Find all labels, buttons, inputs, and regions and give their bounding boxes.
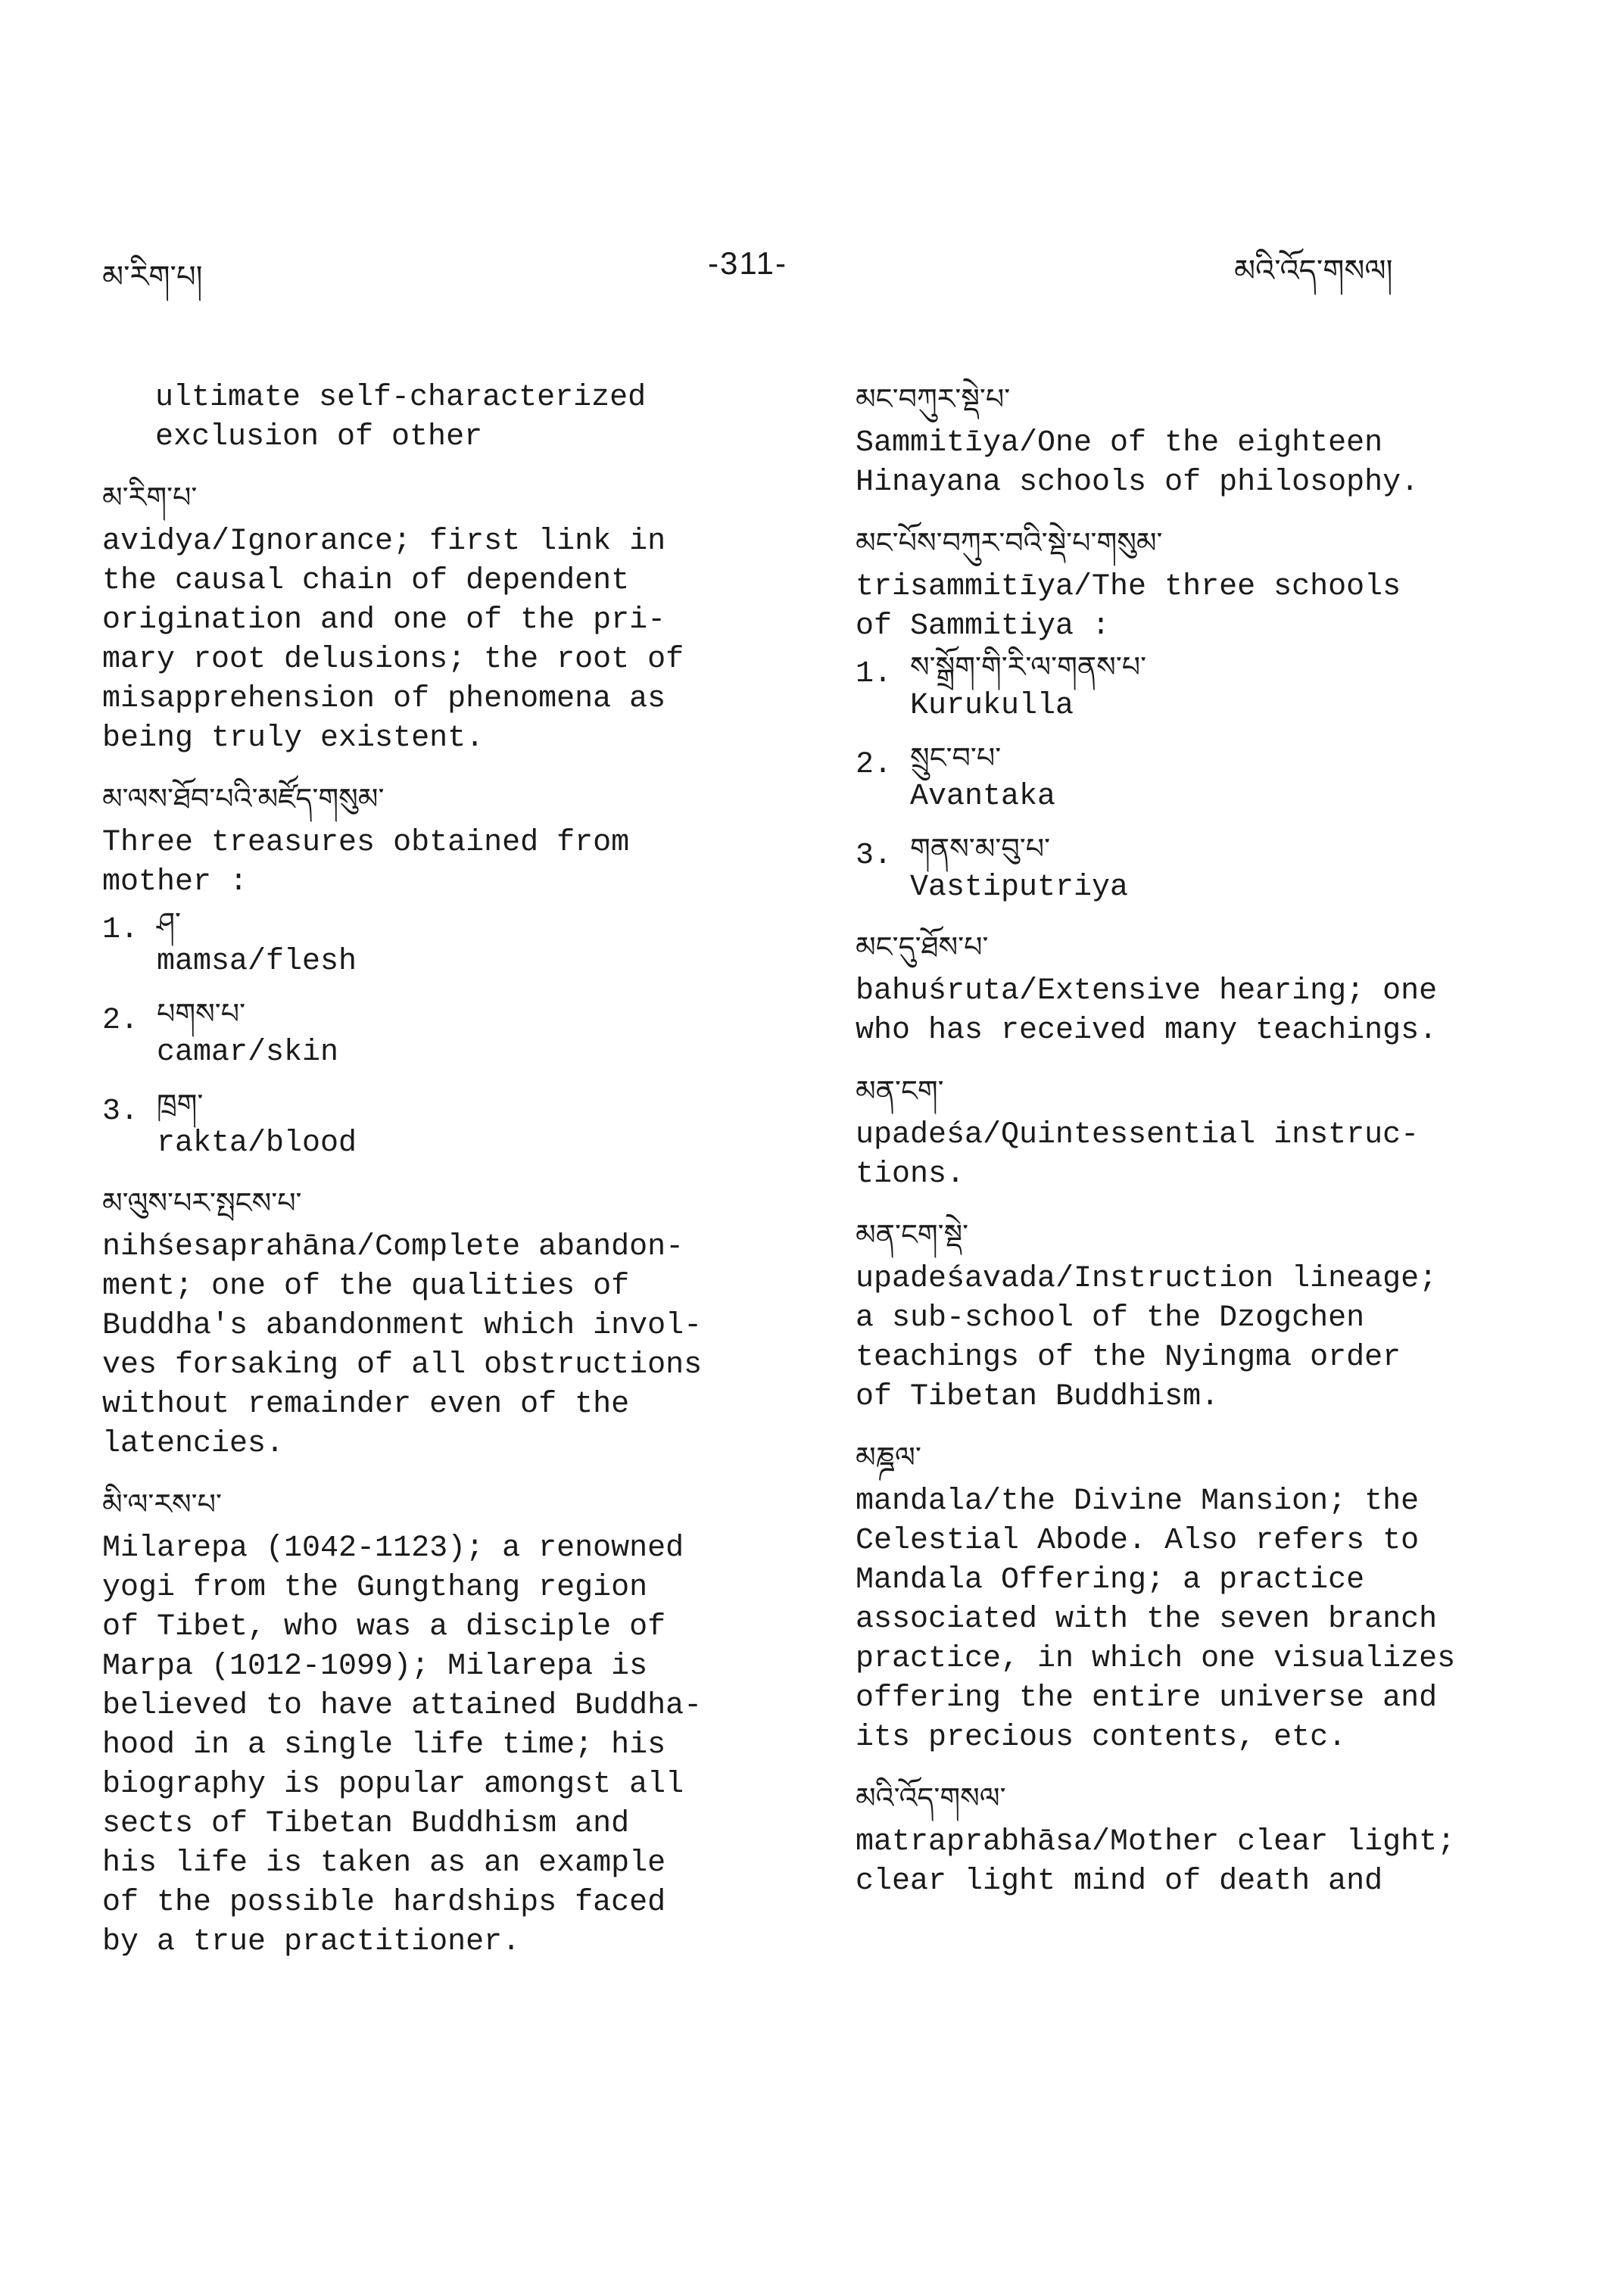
tibetan-term: སྲུང་བ་པ་: [910, 741, 1002, 774]
tibetan-term: ཤ་: [157, 906, 181, 939]
tibetan-term: མང་བཀུར་སྡེ་པ་: [856, 382, 1011, 416]
glossary-entry-upadesa: [856, 1070, 1522, 1195]
tibetan-term: མ་རིག་པ་: [102, 481, 198, 514]
tibetan-term: མན་ངག་སྡེ་: [856, 1218, 969, 1251]
list-number: 3.: [102, 1095, 139, 1129]
definition-text: trisammitīya/The three schools of Sammitiya :: [856, 570, 1401, 643]
tibetan-term: མའི་འོད་གསལ་: [856, 1781, 1006, 1815]
glossary-entry-trisammitiya: [856, 522, 1522, 907]
definition-text: matraprabhāsa/Mother clear light; clear light mind of death and: [856, 1825, 1456, 1899]
tibetan-term: གནས་མ་བུ་པ་: [910, 832, 1051, 865]
list-number: 2.: [856, 748, 893, 782]
definition-text: upadeśavada/Instruction lineage; a sub-school of the Dzogchen teachings of the Nyingma order of Tibetan Buddhism.: [856, 1262, 1438, 1414]
definition-text: Sammitīya/One of the eighteen Hinayana schools of philosophy.: [856, 426, 1420, 500]
definition-text: bahuśruta/Extensive hearing; one who has received many teachings.: [856, 974, 1438, 1048]
list-item: [102, 1084, 768, 1163]
running-head-right: མའི་འོད་གསལ།: [1234, 254, 1393, 288]
definition-text: ultimate self-characterized exclusion of other: [155, 381, 647, 454]
glossary-entry-avidya: [102, 477, 768, 759]
page-header: [0, 242, 1624, 303]
glossary-entry-complete-abandonment: [102, 1182, 768, 1464]
list-item: [856, 646, 1522, 725]
glossary-entry-matraprabhasa: [856, 1777, 1522, 1902]
tibetan-term: མི་ལ་རས་པ་: [102, 1488, 222, 1521]
glossary-entry-bahusruta: [856, 927, 1522, 1051]
tibetan-term: མན་ངག་: [856, 1074, 944, 1108]
running-head-left: མ་རིག་པ།: [102, 260, 203, 294]
glossary-entry-mandala: [856, 1437, 1522, 1758]
definition-text: upadeśa/Quintessential instruc- tions.: [856, 1118, 1420, 1192]
tibetan-term: མ་ལས་ཐོབ་པའི་མཛོད་གསུམ་: [102, 782, 385, 815]
tibetan-term: མང་དུ་ཐོས་པ་: [856, 930, 989, 964]
item-text: mamsa/flesh: [157, 945, 357, 979]
numbered-list: [856, 646, 1522, 907]
tibetan-term: མ་ལུས་པར་སྤངས་པ་: [102, 1186, 302, 1220]
right-column: [856, 379, 1522, 1921]
tibetan-term: པགས་པ་: [157, 997, 246, 1030]
list-item: [102, 993, 768, 1072]
list-number: 3.: [856, 839, 893, 873]
item-text: Vastiputriya: [910, 871, 1129, 905]
glossary-entry-sammitiya: [856, 379, 1522, 503]
glossary-continuation: [102, 379, 768, 457]
definition-text: nihśesaprahāna/Complete abandon- ment; one of the qualities of Buddha's abandonment which invol- ves forsaking of all obstructions without remainder even of the latencies.: [102, 1230, 703, 1461]
list-number: 1.: [856, 657, 893, 691]
numbered-list: [102, 902, 768, 1163]
definition-text: avidya/Ignorance; first link in the causal chain of dependent origination and one of the pri- mary root delusions; the root of misapprehension of phenomena as being truly existent.: [102, 525, 684, 756]
tibetan-term: མང་པོས་བཀུར་བའི་སྡེ་པ་གསུམ་: [856, 526, 1163, 559]
item-text: rakta/blood: [157, 1126, 357, 1161]
glossary-entry-three-treasures: [102, 778, 768, 1163]
item-text: Kurukulla: [910, 689, 1074, 723]
tibetan-term: ཁྲག་: [157, 1088, 204, 1121]
page-number: -311-: [708, 245, 787, 281]
item-text: camar/skin: [157, 1036, 339, 1070]
glossary-entry-upadesavada: [856, 1214, 1522, 1417]
glossary-entry-milarepa: [102, 1484, 768, 1962]
list-item: [102, 902, 768, 981]
item-text: Avantaka: [910, 780, 1056, 814]
tibetan-term: ས་སྒྲོག་གི་རི་ལ་གནས་པ་: [910, 650, 1147, 684]
definition-text: mandala/the Divine Mansion; the Celestial Abode. Also refers to Mandala Offering; a practice associated with the seven branch practice, in which one visualizes offering the entire universe and its precious contents, etc.: [856, 1485, 1456, 1755]
definition-text: Three treasures obtained from mother :: [102, 826, 630, 899]
left-column: [102, 379, 768, 1982]
tibetan-term: མཎྜལ་: [856, 1441, 921, 1474]
list-item: [856, 737, 1522, 816]
list-number: 1.: [102, 913, 139, 947]
list-item: [856, 828, 1522, 907]
list-number: 2.: [102, 1004, 139, 1038]
definition-text: Milarepa (1042-1123); a renowned yogi from the Gungthang region of Tibet, who was a disciple of Marpa (1012-1099); Milarepa is believed to have attained Buddha- hood in a single life time; his biography is popular amongst all sects of Tibetan Buddhism and his life is taken as an example of the possible hardships faced by a true practitioner.: [102, 1531, 703, 1959]
